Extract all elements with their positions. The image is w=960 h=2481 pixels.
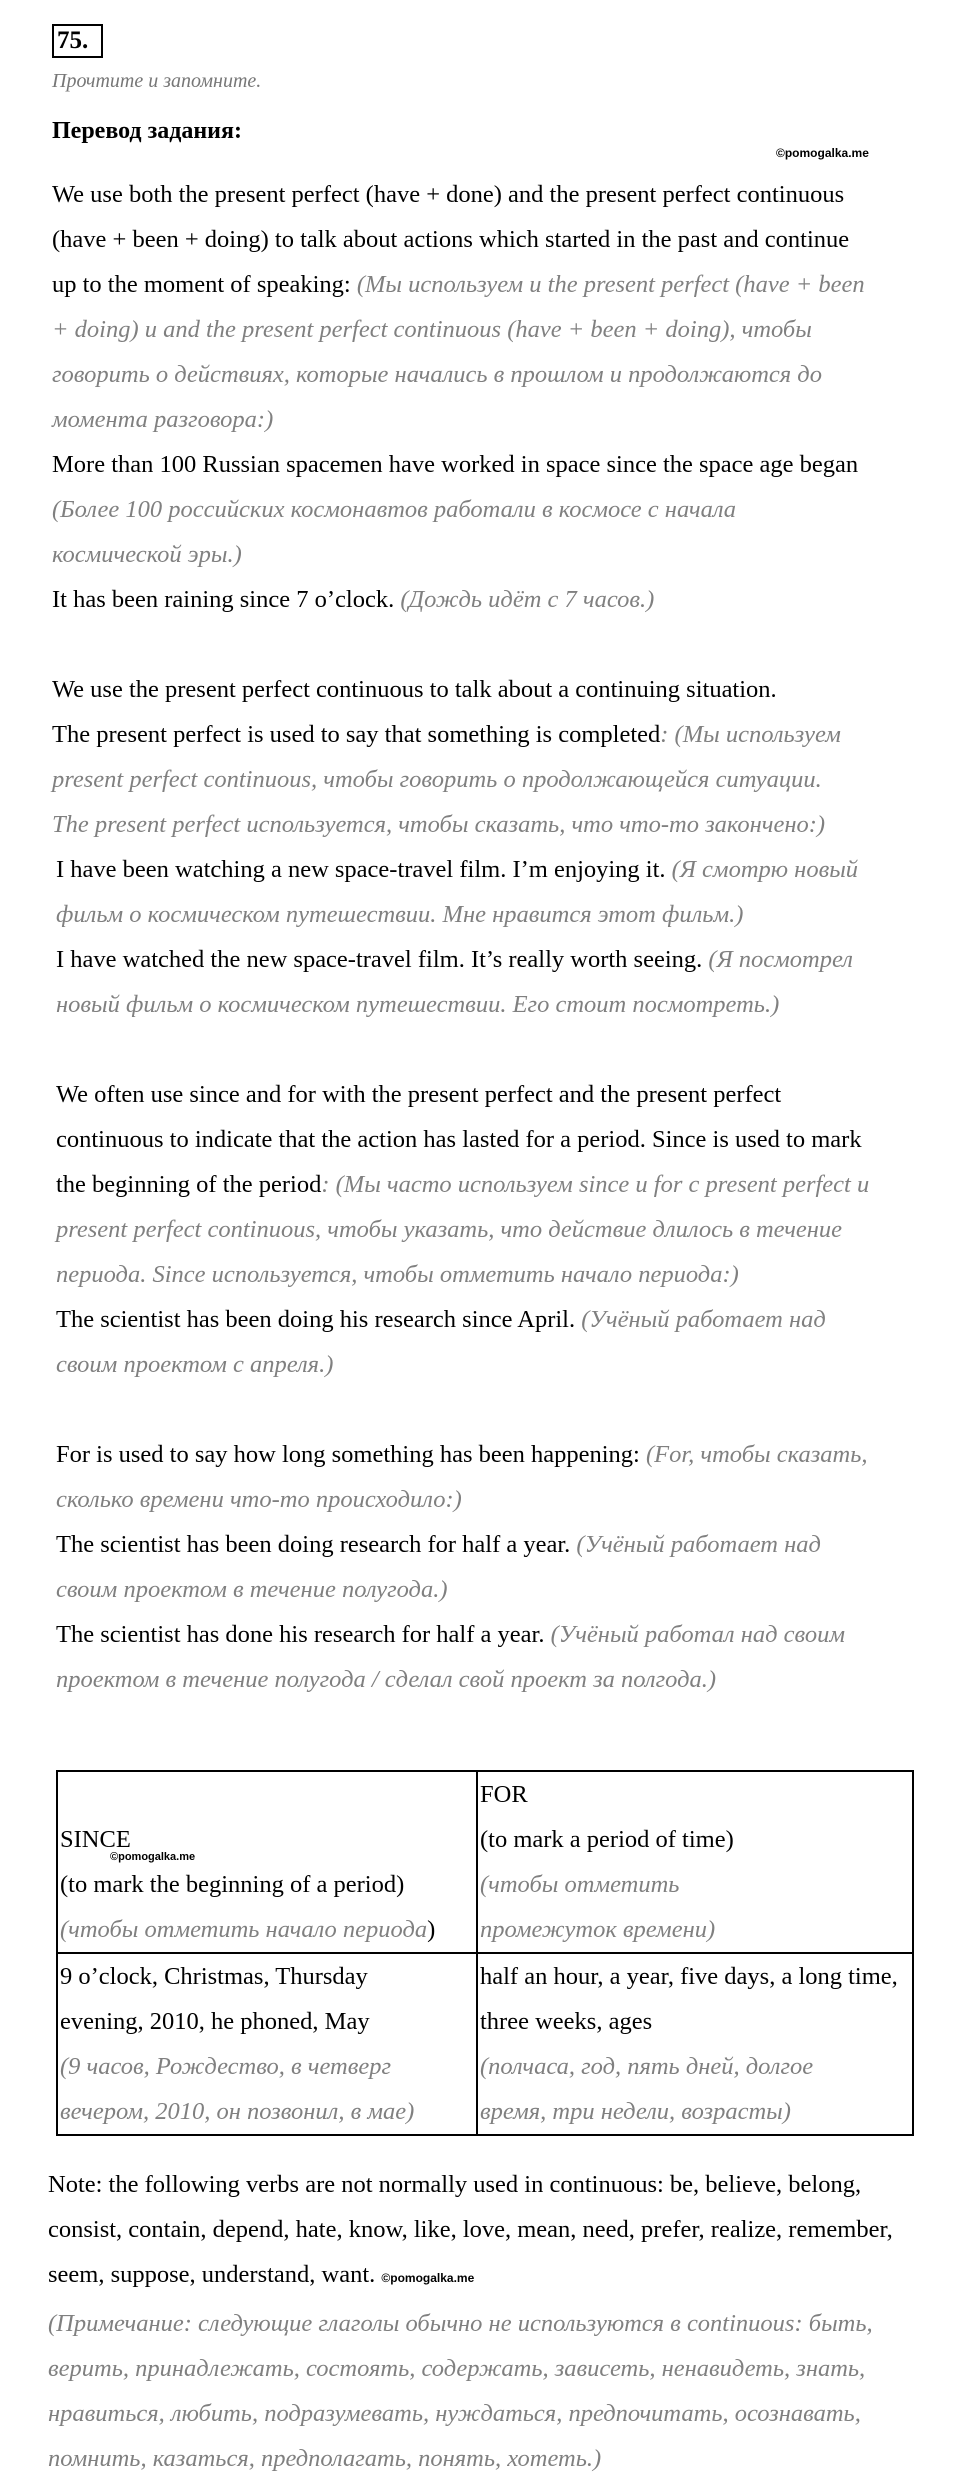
watermark: ©pomogalka.me <box>776 146 869 160</box>
since-for-table <box>56 1770 914 2136</box>
watermark: ©pomogalka.me <box>110 1851 196 1863</box>
for-examples-cell <box>477 1953 913 2135</box>
table-row <box>57 1953 913 2135</box>
for-examples-ru: (полчаса, год, пять дней, долгое время, три недели, возрасты) <box>480 2053 814 2125</box>
russian-translation: космической эры.) <box>52 541 242 568</box>
text-line <box>52 577 932 622</box>
text-line: continuous to indicate that the action has lasted for a period. Since is used to mark <box>56 1126 862 1153</box>
for-title: FOR <box>480 1781 528 1808</box>
text-line <box>56 1297 936 1342</box>
russian-translation: The present perfect используется, чтобы сказать, что что-то закончено:) <box>52 811 826 838</box>
text-line <box>52 262 932 307</box>
english-text: More than 100 Russian spacemen have worked in space since the space age began <box>52 451 859 478</box>
for-examples: half an hour, a year, five days, a long time, three weeks, ages <box>480 1963 898 2035</box>
note-text: Note: the following verbs are not normally used in continuous: be, believe, belong, consist, contain, depend, hate, know, like, love, mean, need, prefer, realize, remember, seem, suppose, understand, want. <box>48 2171 893 2288</box>
russian-translation: (Учёный работал над своим <box>544 1621 845 1648</box>
english-text: The scientist has been doing research for half a year. <box>56 1531 571 1558</box>
russian-translation: сколько времени что-то происходило:) <box>56 1486 462 1513</box>
watermark: ©pomogalka.me <box>381 2271 475 2285</box>
russian-translation: (Мы используем и the present perfect (have + been <box>350 271 865 298</box>
text-line <box>56 1162 936 1207</box>
russian-translation: периода. Since используется, чтобы отметить начало периода:) <box>56 1261 739 1288</box>
english-text: The scientist has done his research for half a year. <box>56 1621 545 1648</box>
russian-translation: : (Мы часто используем since и for с present perfect и <box>321 1171 870 1198</box>
translation-heading: Перевод задания: <box>52 118 242 144</box>
russian-translation: (Более 100 российских космонавтов работали в космосе с начала <box>52 496 737 523</box>
for-description-ru: (чтобы отметить промежуток времени) <box>480 1871 716 1943</box>
since-header-cell <box>57 1771 477 1953</box>
example-raining <box>52 577 932 622</box>
english-text: For is used to say how long something has been happening: <box>56 1441 640 1468</box>
russian-translation: своим проектом с апреля.) <box>56 1351 334 1378</box>
since-title: SINCE <box>60 1826 131 1853</box>
russian-translation: + doing) и and the present perfect continuous (have + been + doing), чтобы <box>52 316 812 343</box>
example-film <box>56 847 936 1027</box>
russian-translation: говорить о действиях, которые начались в прошлом и продолжаются до <box>52 361 822 388</box>
text-line <box>56 1432 936 1477</box>
text-line <box>56 1522 936 1567</box>
russian-translation: present perfect continuous, чтобы говорить о продолжающейся ситуации. <box>52 766 822 793</box>
english-text: the beginning of the period <box>56 1171 322 1198</box>
text-line: We use both the present perfect (have + done) and the present perfect continuous <box>52 181 845 208</box>
since-examples: 9 o’clock, Christmas, Thursday evening, 2010, he phoned, May <box>60 1963 370 2035</box>
english-text: I have been watching a new space-travel film. I’m enjoying it. <box>56 856 666 883</box>
paragraph-for <box>56 1432 936 1702</box>
text-line <box>56 1612 936 1657</box>
russian-translation: (Я посмотрел <box>702 946 853 973</box>
russian-translation: фильм о космическом путешествии. Мне нравится этот фильм.) <box>56 901 744 928</box>
russian-translation: новый фильм о космическом путешествии. Его стоит посмотреть.) <box>56 991 780 1018</box>
for-header-cell <box>477 1771 913 1953</box>
english-text: up to the moment of speaking: <box>52 271 351 298</box>
text-line: We use the present perfect continuous to talk about a continuing situation. <box>52 676 777 703</box>
paragraph-present-perfect-both <box>52 172 932 442</box>
russian-translation: (Учёный работает над <box>570 1531 821 1558</box>
since-description-ru-close: ) <box>427 1916 436 1943</box>
since-description-ru: (чтобы отметить начало периода <box>60 1916 428 1943</box>
english-text: It has been raining since 7 o’clock. <box>52 586 395 613</box>
note-russian: (Примечание: следующие глаголы обычно не используются в continuous: быть, верить, принадлежать, состоять, содержать, зависеть, ненавидеть, знать, нравиться, любить, подразумевать, нуждаться, предпочитать, осознавать, помнить, казаться, предполагать, понять, хотеть.) <box>48 2310 873 2472</box>
for-description: (to mark a period of time) <box>480 1826 734 1853</box>
exercise-number: 75. <box>52 24 103 58</box>
russian-translation: (Учёный работает над <box>575 1306 826 1333</box>
note-english <box>48 2162 938 2301</box>
note-block <box>48 2162 938 2481</box>
example-spacemen <box>52 442 932 577</box>
since-examples-cell <box>57 1953 477 2135</box>
russian-translation: момента разговора:) <box>52 406 274 433</box>
english-text: The present perfect is used to say that something is completed <box>52 721 661 748</box>
russian-translation: present perfect continuous, чтобы указать, что действие длилось в течение <box>56 1216 843 1243</box>
text-line <box>56 847 936 892</box>
text-line <box>56 937 936 982</box>
russian-translation: (For, чтобы сказать, <box>639 1441 868 1468</box>
russian-translation: (Я смотрю новый <box>665 856 859 883</box>
english-text: I have watched the new space-travel film. It’s really worth seeing. <box>56 946 703 973</box>
since-description: (to mark the beginning of a period) <box>60 1871 405 1898</box>
text-line <box>52 712 932 757</box>
russian-translation: : (Мы используем <box>660 721 841 748</box>
text-line: We often use since and for with the present perfect and the present perfect <box>56 1081 782 1108</box>
text-line: (have + been + doing) to talk about actions which started in the past and continue <box>52 226 850 253</box>
russian-translation: (Дождь идёт с 7 часов.) <box>394 586 655 613</box>
since-examples-ru: (9 часов, Рождество, в четверг вечером, 2010, он позвонил, в мае) <box>60 2053 415 2125</box>
instruction: Прочтите и запомните. <box>52 70 262 92</box>
russian-translation: своим проектом в течение полугода.) <box>56 1576 448 1603</box>
russian-translation: проектом в течение полугода / сделал свой проект за полгода.) <box>56 1666 716 1693</box>
paragraph-continuing-situation <box>52 667 932 847</box>
paragraph-since-for <box>56 1072 936 1387</box>
english-text: The scientist has been doing his research since April. <box>56 1306 576 1333</box>
table-row <box>57 1771 913 1953</box>
